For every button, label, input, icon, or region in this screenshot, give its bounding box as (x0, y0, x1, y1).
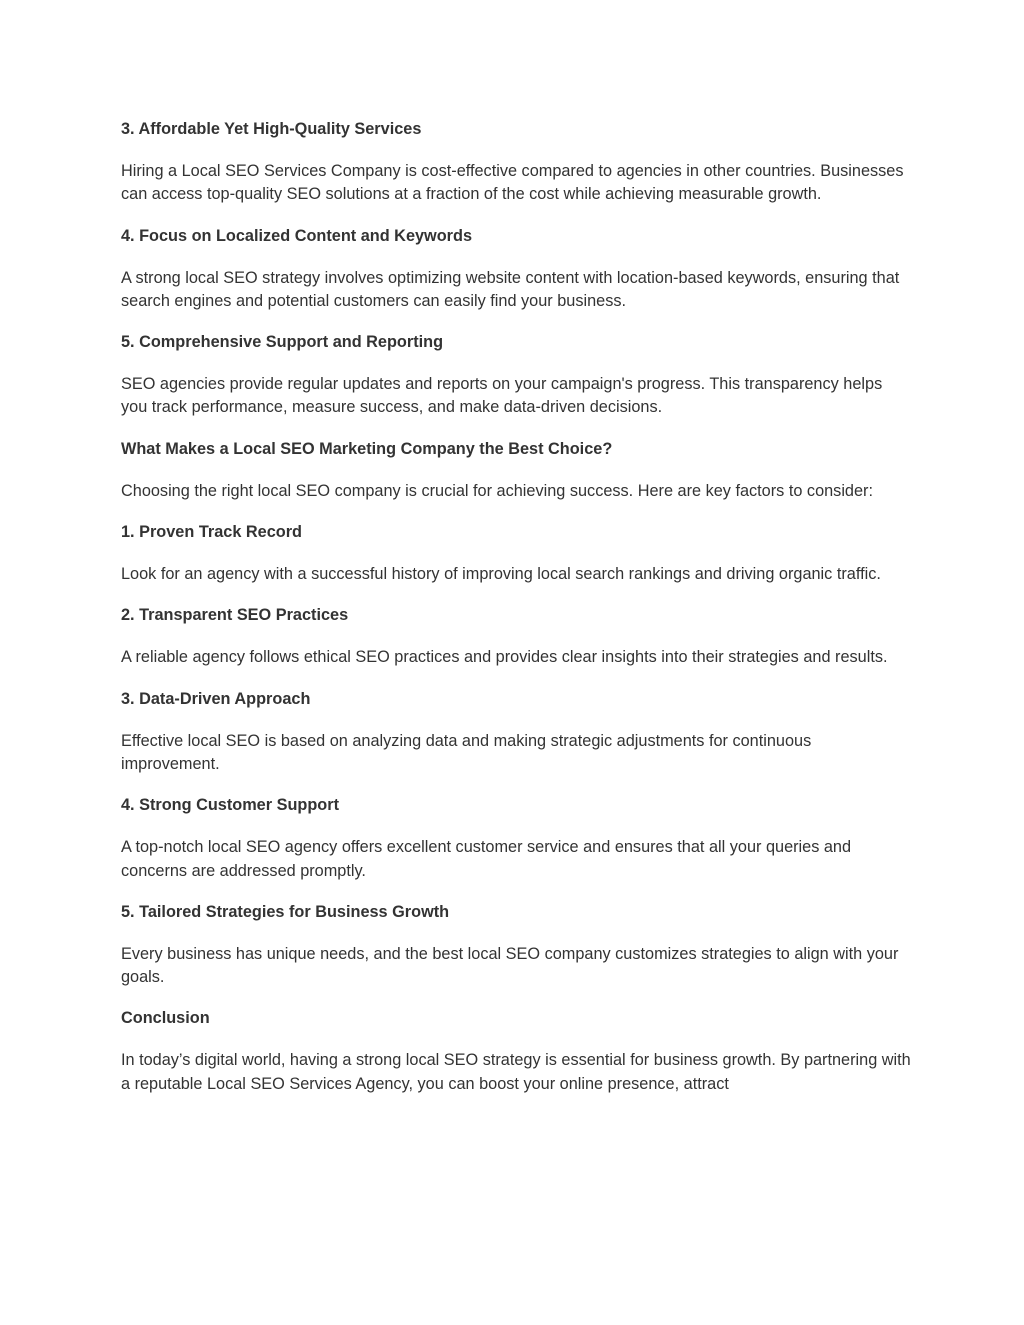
section-body-data-driven: Effective local SEO is based on analyzing data and making strategic adjustments for continuous improvement. (121, 731, 812, 773)
section-body-localized-content: A strong local SEO strategy involves optimizing website content with location-based keywords, ensuring that search engines and potential customers can easily find your business. (121, 268, 900, 310)
section-heading-customer-support: 4. Strong Customer Support (121, 796, 339, 815)
section-body-transparent-practices: A reliable agency follows ethical SEO practices and provides clear insights into their strategies and results. (121, 648, 888, 667)
section-body-customer-support: A top-notch local SEO agency offers excellent customer service and ensures that all your queries and concerns are addressed promptly. (121, 838, 852, 880)
section-heading-data-driven: 3. Data-Driven Approach (121, 689, 311, 708)
section-body-support-reporting: SEO agencies provide regular updates and reports on your campaign's progress. This transparency helps you track performance, measure success, and make data-driven decisions. (121, 375, 883, 417)
section-heading-tailored-strategies: 5. Tailored Strategies for Business Growth (121, 902, 450, 921)
section-heading-localized-content: 4. Focus on Localized Content and Keywords (121, 226, 472, 245)
section-heading-best-choice: What Makes a Local SEO Marketing Company the Best Choice? (121, 439, 613, 458)
document-page (121, 118, 911, 1096)
section-body-track-record: Look for an agency with a successful history of improving local search rankings and driving organic traffic. (121, 565, 881, 584)
section-heading-affordable-services: 3. Affordable Yet High-Quality Services (121, 120, 422, 138)
section-body-affordable-services: Hiring a Local SEO Services Company is cost-effective compared to agencies in other countries. Businesses can access top-quality SEO solutions at a fraction of the cost while achieving measurable growth. (121, 162, 904, 204)
section-heading-conclusion: Conclusion (121, 1009, 210, 1028)
section-heading-support-reporting: 5. Comprehensive Support and Reporting (121, 333, 444, 352)
section-body-conclusion: In today’s digital world, having a strong local SEO strategy is essential for business growth. By partnering with a reputable Local SEO Services Agency, you can boost your online presence, attract (121, 1051, 911, 1093)
section-body-best-choice: Choosing the right local SEO company is crucial for achieving success. Here are key factors to consider: (121, 481, 873, 500)
section-heading-track-record: 1. Proven Track Record (121, 523, 302, 542)
section-heading-transparent-practices: 2. Transparent SEO Practices (121, 606, 349, 625)
section-body-tailored-strategies: Every business has unique needs, and the best local SEO company customizes strategies to align with your goals. (121, 944, 899, 987)
